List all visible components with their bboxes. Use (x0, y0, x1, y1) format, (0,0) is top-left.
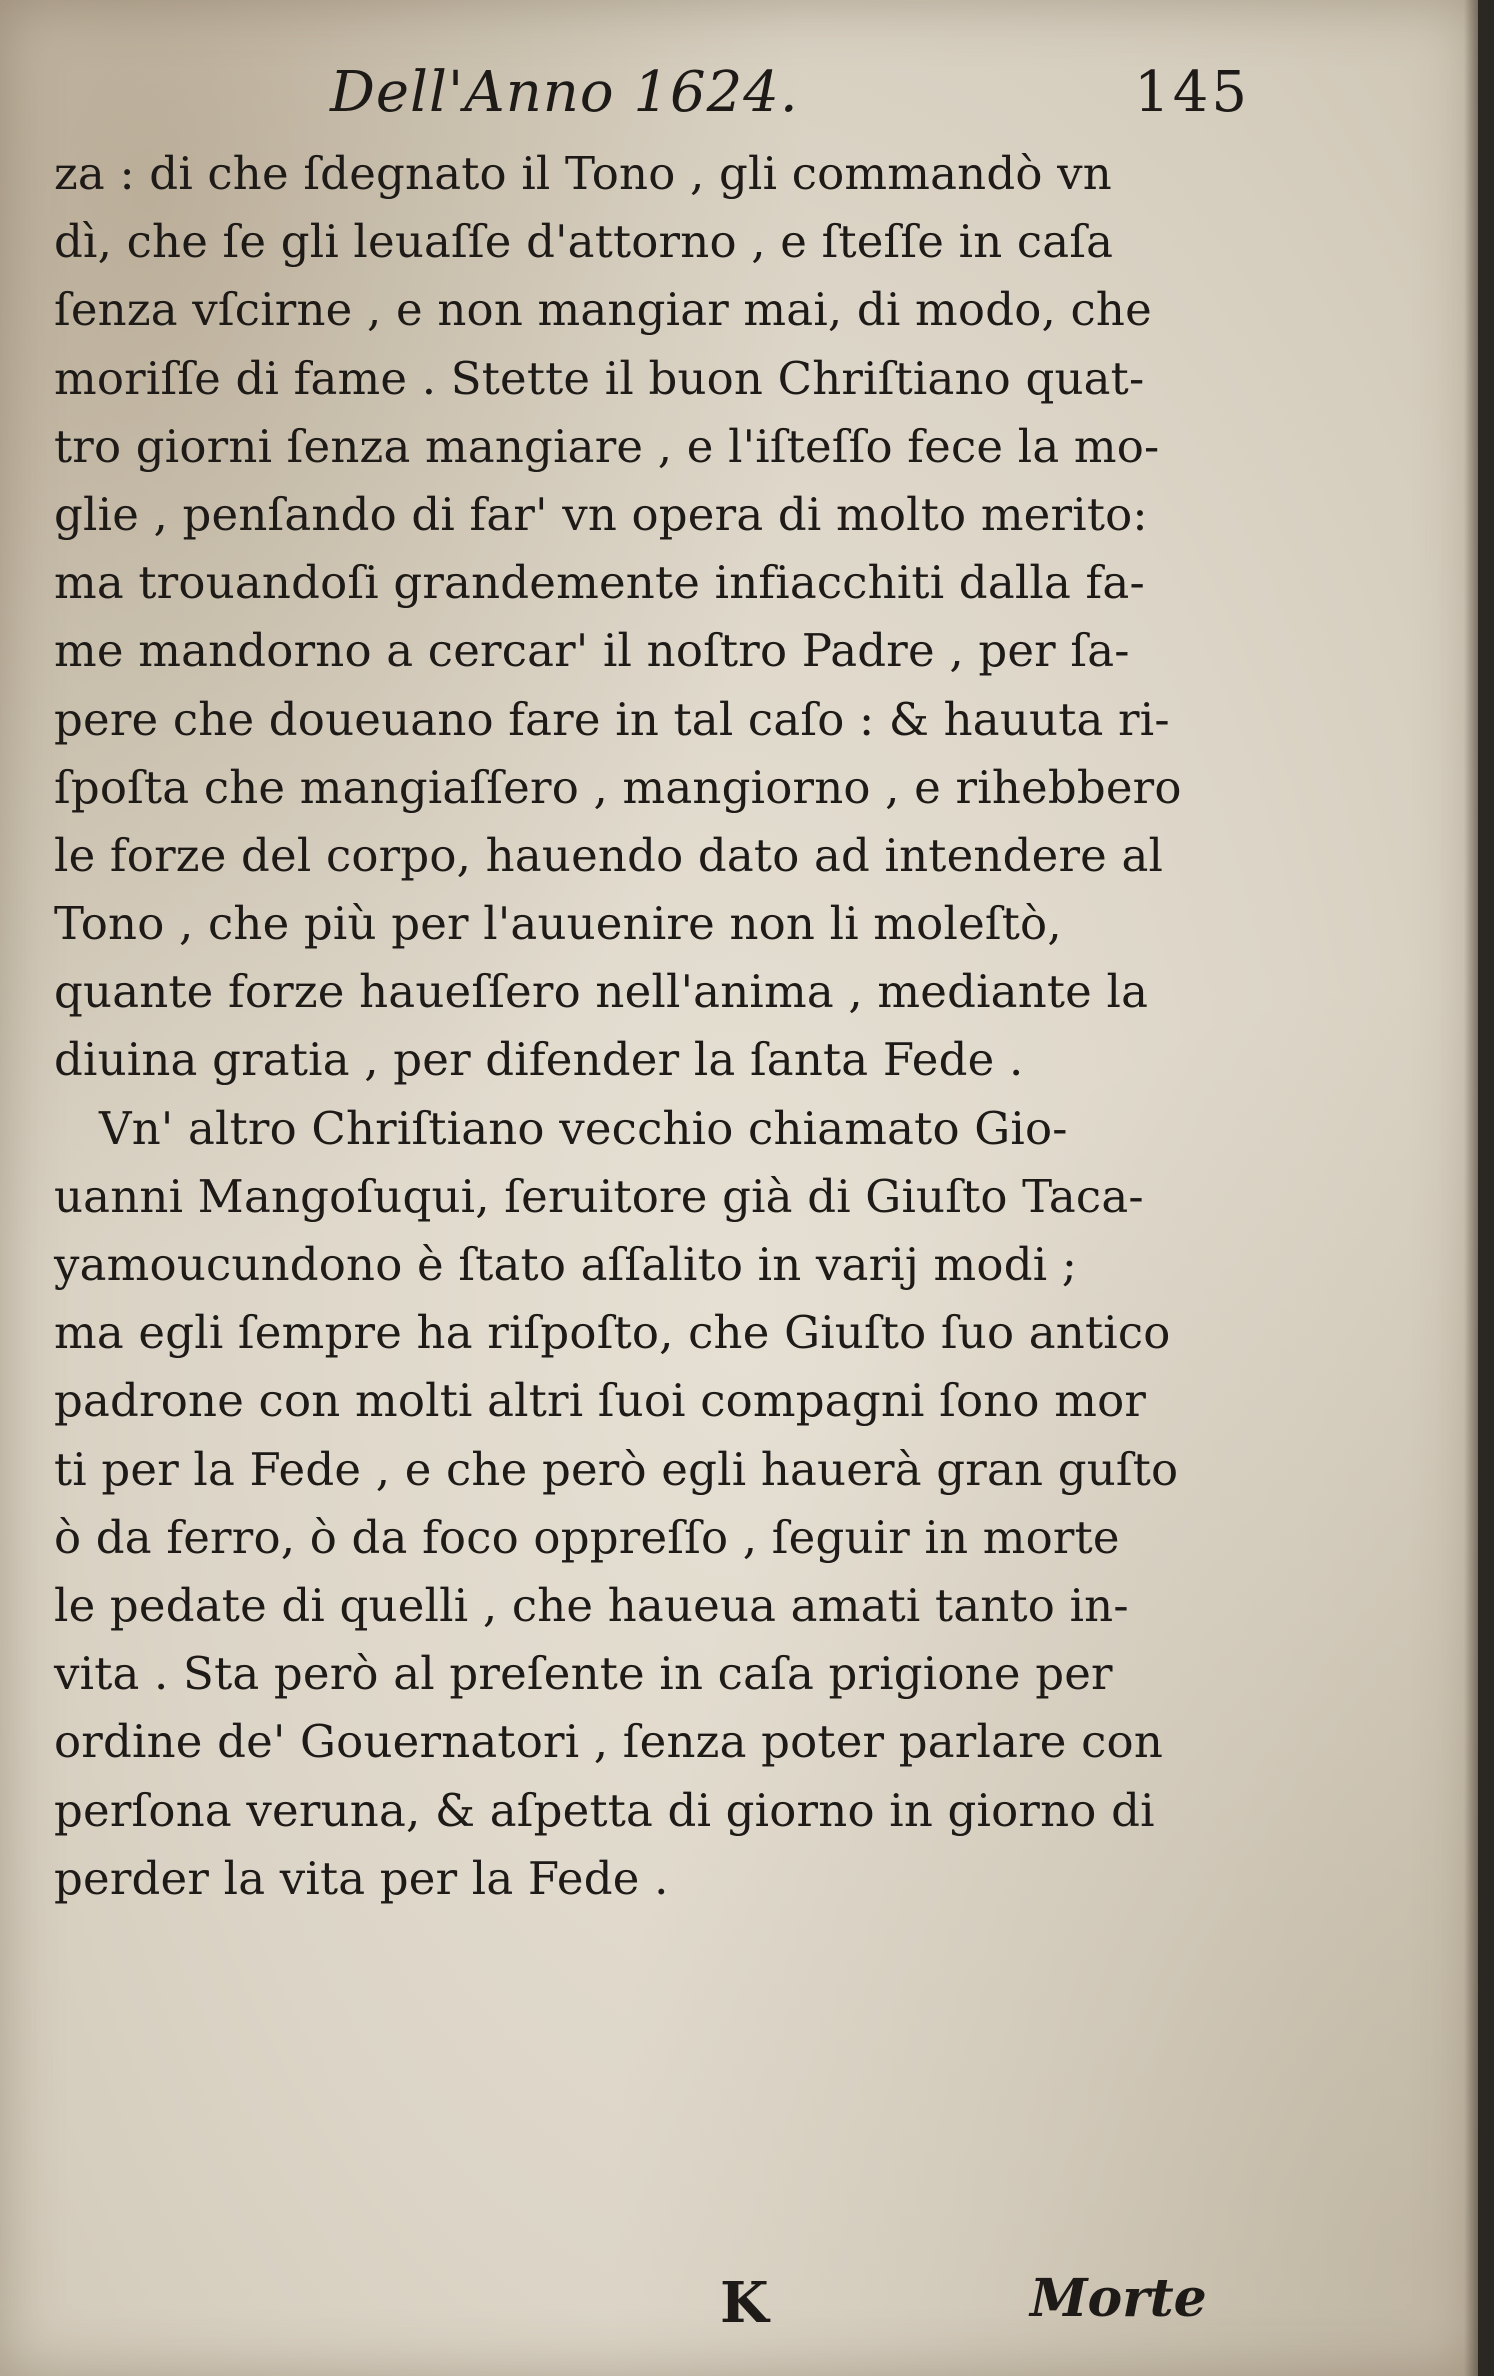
text-line: le pedate di quelli , che haueua amati tanto in- (54, 1578, 1129, 1632)
text-line: vita . Sta però al preſente in caſa prigione per (54, 1647, 1113, 1701)
text-line: le forze del corpo, hauendo dato ad intendere al (54, 828, 1164, 882)
text-line: ordine de' Gouernatori , ſenza poter parlare con (54, 1715, 1164, 1769)
text-line: Tono , che più per l'auuenire non li moleſtò, (54, 897, 1062, 951)
text-line: dì, che ſe gli leuaſſe d'attorno , e ſteſſe in caſa (54, 215, 1114, 269)
text-line: moriſſe di fame . Stette il buon Chriſtiano quat- (54, 351, 1145, 405)
text-line: perſona veruna, & aſpetta di giorno in giorno di (54, 1783, 1155, 1837)
text-line: ſpoſta che mangiaſſero , mangiorno , e rihebbero (54, 760, 1182, 814)
body-text (54, 140, 1254, 1913)
text-line: yamoucundono è ſtato aſſalito in varij modi ; (54, 1238, 1078, 1291)
text-line: glie , penſando di far' vn opera di molto merito: (54, 487, 1148, 541)
text-line: ſenza vſcirne , e non mangiar mai, di modo, che (54, 283, 1152, 337)
text-line: tro giorni ſenza mangiare , e l'iſteſſo fece la mo- (54, 419, 1160, 473)
text-line: za : di che ſdegnato il Tono , gli commandò vn (54, 147, 1112, 200)
text-line: me mandorno a cercar' il noſtro Padre , per ſa- (54, 624, 1130, 678)
running-head-title: Dell'Anno 1624. (330, 60, 799, 125)
paragraph-start-line: Vn' altro Chriſtiano vecchio chiamato Gio- (99, 1101, 1068, 1155)
text-line: ò da ferro, ò da foco oppreſſo , ſeguir in morte (54, 1510, 1120, 1564)
text-line: ma trouandoſi grandemente infiacchiti dalla fa- (54, 556, 1145, 610)
text-line: ma egli ſempre ha riſpoſto, che Giuſto ſuo antico (54, 1306, 1171, 1360)
text-line: diuina gratia , per difender la ſanta Fede . (54, 1033, 1024, 1087)
text-line: perder la vita per la Fede . (54, 1851, 669, 1905)
running-head (330, 60, 1250, 140)
text-line: padrone con molti altri ſuoi compagni ſono mor (54, 1374, 1147, 1428)
catchword: Morte (1030, 2268, 1207, 2329)
text-line: uanni Mangoſuqui, ſeruitore già di Giuſto Taca- (54, 1169, 1144, 1223)
text-line: pere che doueuano fare in tal caſo : & hauuta ri- (54, 692, 1170, 746)
page-number: 145 (1134, 60, 1250, 125)
text-line: quante forze haueſſero nell'anima , mediante la (54, 965, 1149, 1019)
signature-mark: K (720, 2270, 769, 2336)
text-line: ti per la Fede , e che però egli hauerà gran guſto (54, 1442, 1179, 1496)
